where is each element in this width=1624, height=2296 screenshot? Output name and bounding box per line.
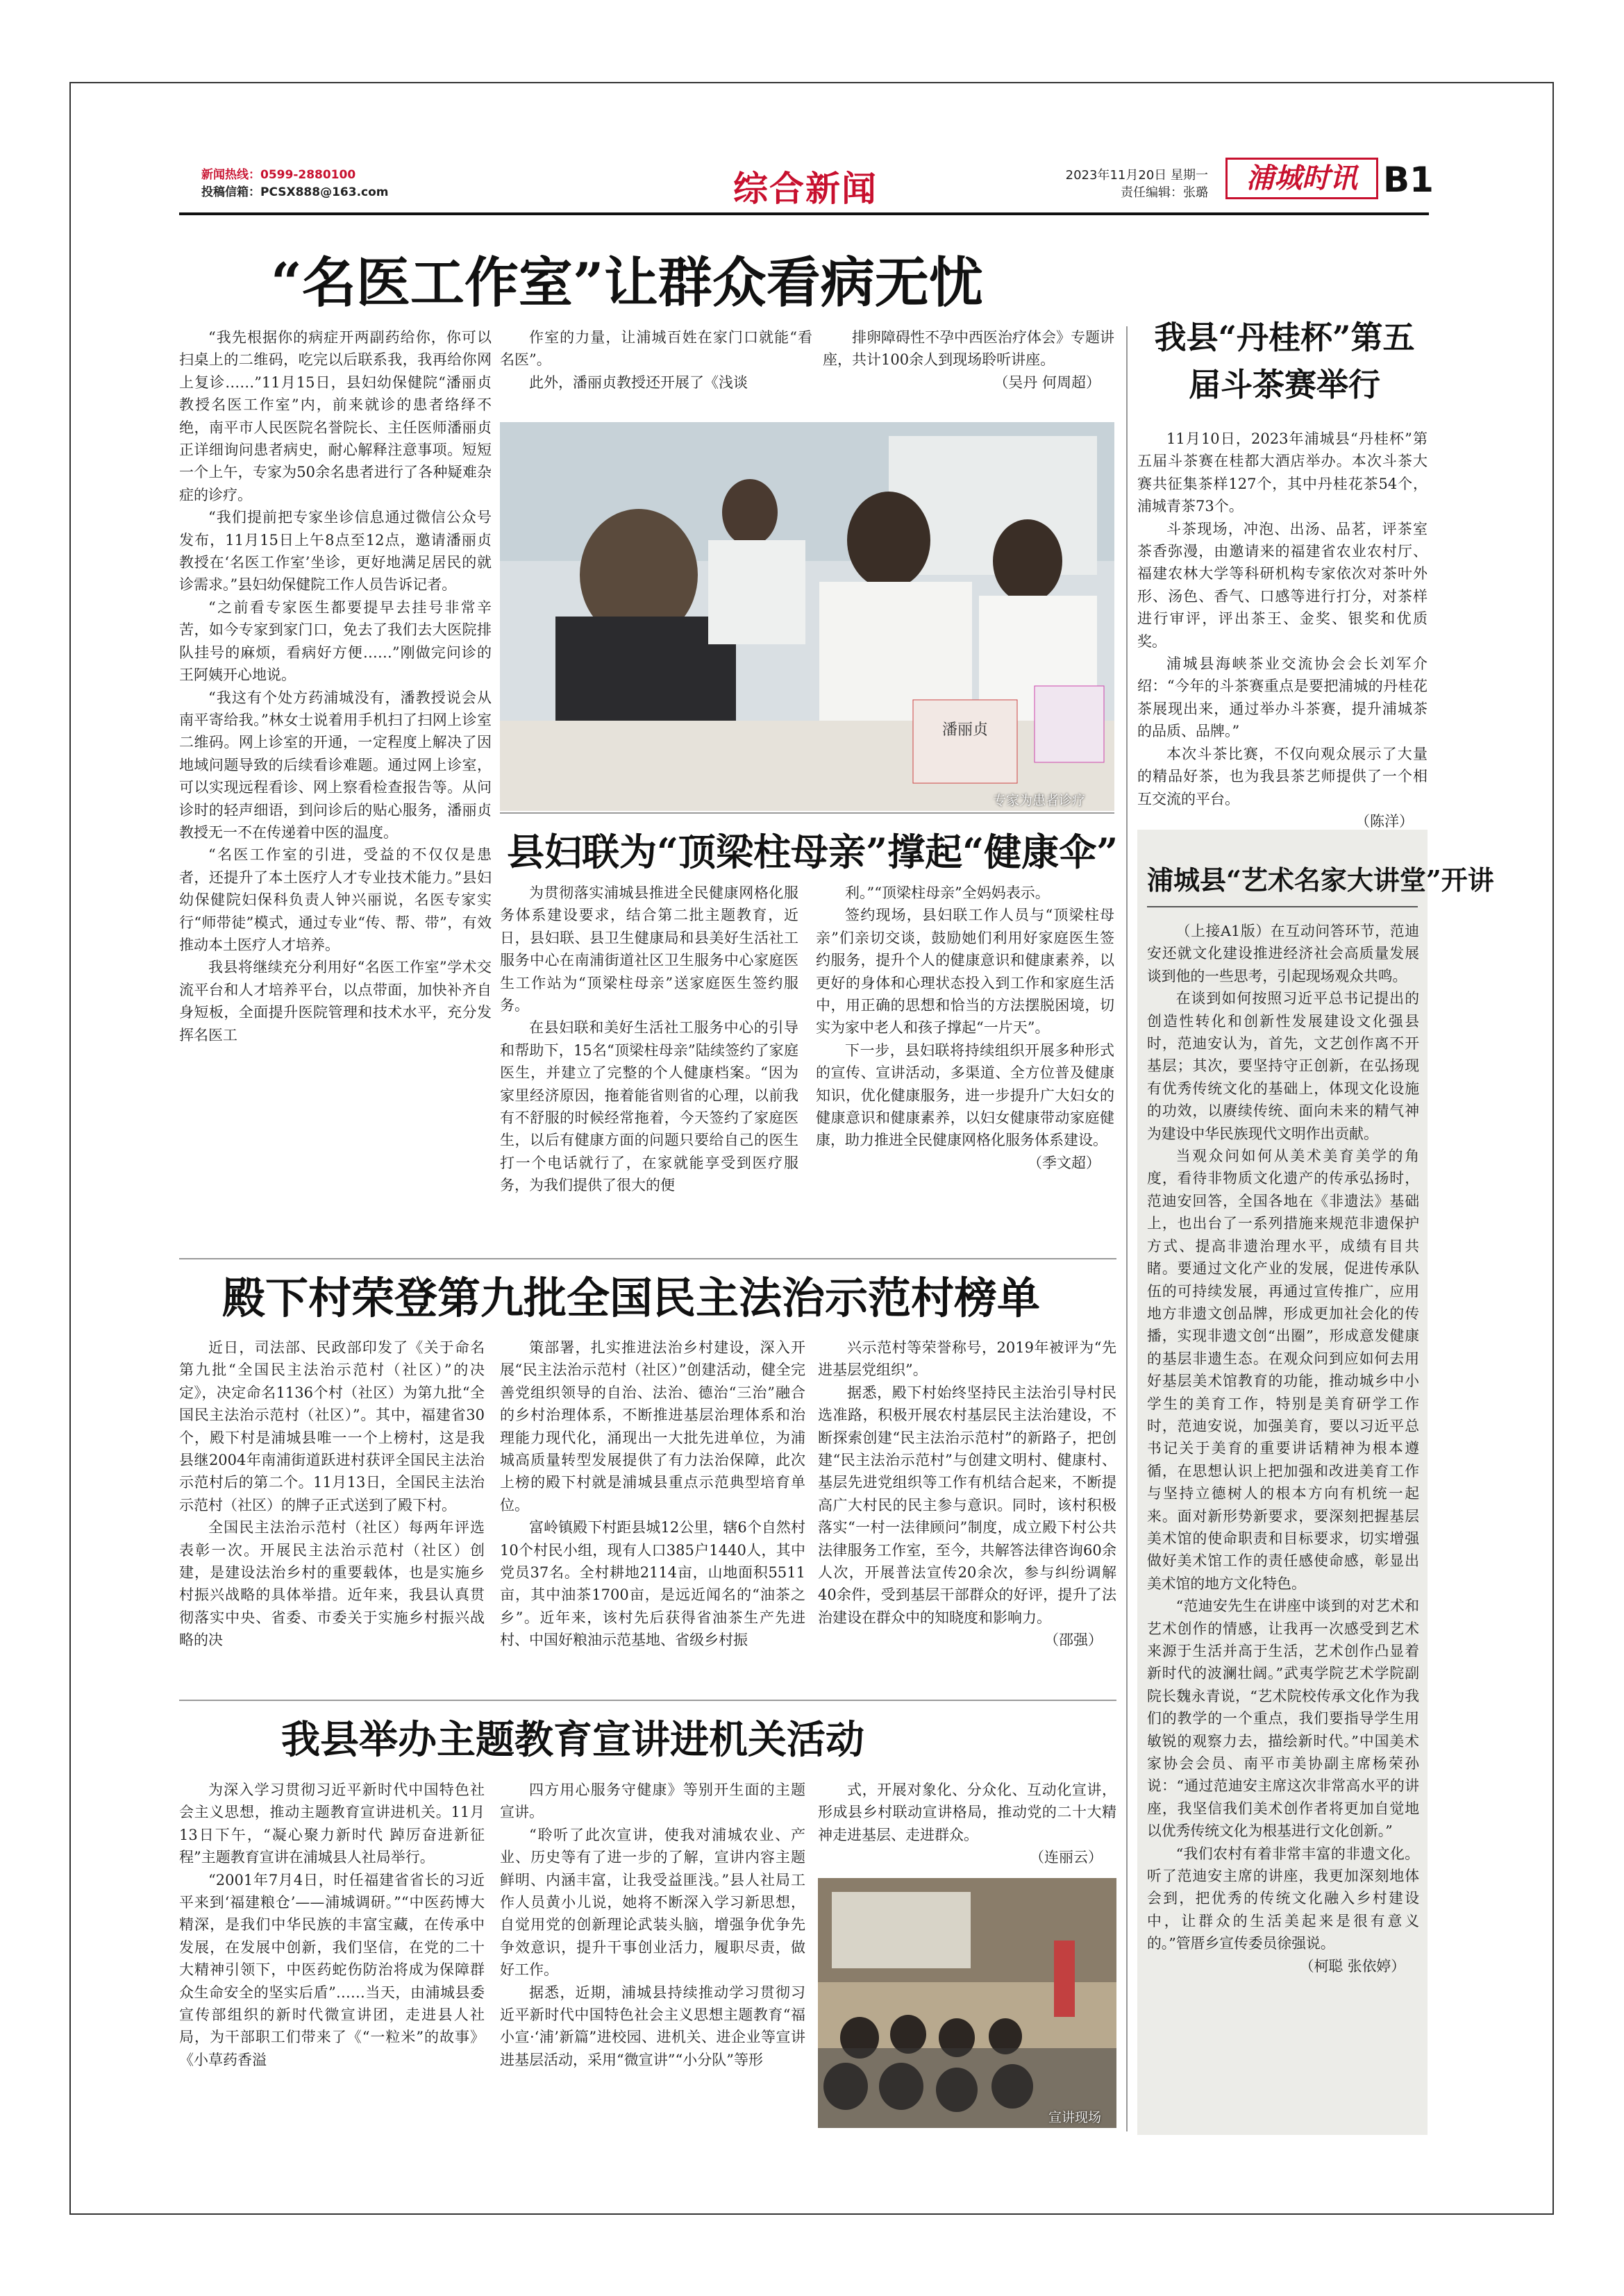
a3-headline: 殿下村荣登第九批全国民主法治示范村榜单 — [222, 1273, 1041, 1323]
a6-headline: 浦城县“艺术名家大讲堂”开讲 — [1147, 864, 1494, 896]
byline: （陈洋） — [1355, 812, 1414, 830]
page-number: B1 — [1383, 160, 1434, 200]
a4-col3 — [818, 1779, 1116, 1876]
a3-col1 — [179, 1336, 485, 1684]
paragraph: 排卵障碍性不孕中西医治疗体会》专题讲座，共计100余人到现场聆听讲座。 — [823, 329, 1114, 369]
byline: （连丽云） — [1030, 1849, 1103, 1866]
paragraph: 我县将继续充分利用好“名医工作室”学术交流平台和人才培养平台，以点带面，加快补齐自身短板，全面提升医院管理和技术水平，充分发挥名医工 — [179, 959, 492, 1044]
byline: （邵强） — [1044, 1632, 1103, 1649]
paragraph: 11月10日，2023年浦城县“丹桂杯”第五届斗茶赛在桂都大酒店举办。本次斗茶大赛共征集茶样127个，其中丹桂花茶54个，浦城青茶73个。 — [1137, 430, 1428, 515]
column-divider — [1126, 326, 1128, 2131]
byline: （季文超） — [1028, 1154, 1100, 1171]
paragraph: 四方用心服务守健康》等别开生面的主题宣讲。 — [500, 1782, 805, 1821]
paragraph: 本次斗茶比赛，不仅向观众展示了大量的精品好茶，也为我县茶艺师提供了一个相互交流的平台。 — [1137, 745, 1428, 807]
paragraph: （上接A1版）在互动问答环节，范迪安还就文化建设推进经济社会高质量发展谈到他的一些思考，引起现场观众共鸣。 — [1147, 923, 1419, 984]
paragraph: 富岭镇殿下村距县城12公里，辖6个自然村10个村民小组，现有人口385户1440人，其中党员37名。全村耕地2114亩，山地面积5511亩，其中油茶1700亩，是远近闻名的“油茶之乡”。近年来，该村先后获得省油茶生产先进村、中国好粮油示范基地、省级乡村振 — [500, 1519, 805, 1649]
a3-rule — [179, 1258, 1116, 1259]
paper-logo: 浦城时讯 — [1225, 158, 1378, 199]
a1-col3 — [823, 326, 1114, 417]
a2-rule — [500, 812, 1114, 814]
a4-col1 — [179, 1779, 485, 2133]
a1-headline: “名医工作室”让群众看病无忧 — [271, 251, 983, 315]
a6-body — [1147, 920, 1419, 2128]
a1-col2 — [500, 326, 812, 417]
a5-body — [1137, 428, 1428, 830]
paragraph: 为贯彻落实浦城县推进全民健康网格化服务体系建设要求，结合第二批主题教育，近日，县妇联、县卫生健康局和县美好生活社工服务中心在南浦街道社区卫生服务中心家庭医生工作站为“顶梁柱母亲”送家庭医生签约服务。 — [500, 885, 798, 1014]
clinic-photo — [500, 422, 1114, 811]
byline: （吴丹 何周超） — [994, 374, 1100, 391]
byline: （柯聪 张依婷） — [1299, 1957, 1405, 1975]
paragraph: 此外，潘丽贞教授还开展了《浅谈 — [529, 374, 748, 391]
a4-col2 — [500, 1779, 805, 2133]
a1-col1 — [179, 326, 492, 1250]
paragraph: 下一步，县妇联将持续组织开展多种形式的宣传、宣讲活动，多渠道、全方位普及健康知识，优化健康服务，进一步提升广大妇女的健康意识和健康素养，以妇女健康带动家庭健康，助力推进全民健康网格化服务体系建设。 — [816, 1041, 1114, 1149]
paragraph: 式，开展对象化、分众化、互动化宣讲，形成县乡村联动宣讲格局，推动党的二十大精神走进基层、走进群众。 — [818, 1782, 1116, 1843]
paragraph: 全国民主法治示范村（社区）每两年评选表彰一次。开展民主法治示范村（社区）创建，是建设法治乡村的重要载体，也是实施乡村振兴战略的具体举措。近年来，我县认真贯彻落实中央、省委、市委关于实施乡村振兴战略的决 — [179, 1519, 485, 1649]
section-title: 综合新闻 — [733, 169, 878, 209]
paragraph: 为深入学习贯彻习近平新时代中国特色社会主义思想，推动主题教育宣讲进机关。11月13日下午，“凝心聚力新时代 踔厉奋进新征程”主题教育宣讲在浦城县人社局举行。 — [179, 1782, 485, 1866]
editor: 责任编辑：张璐 — [1121, 185, 1208, 200]
paragraph: “范迪安先生在讲座中谈到的对艺术和艺术创作的情感，让我再一次感受到艺术来源于生活并高于生活，艺术创作凸显着新时代的波澜壮阔。”武夷学院艺术学院副院长魏永青说，“艺术院校传承文化作为我们的教学的一个重点，我们要指导学生用敏锐的观察力去，描绘新时代。”中国美术家协会会员、南平市美协副主席杨荣孙说：“通过范迪安主席这次非常高水平的讲座，我坚信我们美术创作者将更加自觉地以优秀传统文化为根基进行文化创新。” — [1147, 1598, 1419, 1840]
paragraph: 作室的力量，让浦城百姓在家门口就能“看名医”。 — [500, 329, 812, 369]
lecture-photo — [818, 1878, 1116, 2128]
header-rule — [179, 212, 1429, 215]
paragraph: 浦城县海峡茶业交流协会会长刘军介绍：“今年的斗茶赛重点是要把浦城的丹桂花茶展现出来，通过举办斗茶赛，提升浦城茶的品质、品牌。” — [1137, 655, 1428, 740]
a3-col2 — [500, 1336, 805, 1684]
email: PCSX888@163.com — [260, 185, 389, 199]
email-label: 投稿信箱： — [201, 185, 260, 199]
paragraph: 当观众问如何从美术美育美学的角度，看待非物质文化遗产的传承弘扬时，范迪安回答，全国各地在《非遗法》基础上，也出台了一系列措施来规范非遗保护方式、提高非遗治理水平，成绩有目共睹。要通过文化产业的发展，促进传承队伍的可持续发展，再通过宣传推广，应用地方非遗文创品牌，形成更加社会化的传播，实现非遗文创“出圈”，形成意发健康的基层非遗生态。在观众问到应如何去用好基层美术馆教育的功能，推动城乡中小学生的美育工作，特别是美育研学工作时，范迪安说，加强美育，要以习近平总书记关于美育的重要讲话精神为根本遵循，在思想认识上把加强和改进美育工作与坚持立德树人的根本方向有机统一起来。面对新形势新要求，要深刻把握基层美术馆的使命职责和目标要求，切实增强做好美术馆工作的责任感使命感，彰显出美术馆的地方文化特色。 — [1147, 1148, 1419, 1592]
paragraph: “名医工作室的引进，受益的不仅仅是患者，还提升了本土医疗人才专业技术能力。”县妇幼保健院妇保科负责人钟兴丽说，名医专家实行“师带徒”模式，通过专业“传、帮、带”，有效推动本土医疗人才培养。 — [179, 846, 492, 953]
a2-col2 — [816, 882, 1114, 1250]
paragraph: 据悉，殿下村始终坚持民主法治引导村民选准路，积极开展农村基层民主法治建设，不断探索创建“民主法治示范村”的新路子，把创建“民主法治示范村”与创建文明村、健康村、基层先进党组织等工作有机结合起来，不断提高广大村民的民主参与意识。同时，该村积极落实“一村一法律顾问”制度，成立殿下村公共法律服务工作室，至今，共解答法律咨询60余人次，开展普法宣传20余次，参与纠纷调解40余件，受到基层干部群众的好评，提升了法治建设在群众中的知晓度和影响力。 — [818, 1384, 1116, 1626]
a1-photo — [500, 422, 1114, 811]
hotline: 新闻热线：0599-2880100 — [201, 168, 356, 182]
a1-photo-caption: 专家为患者诊疗 — [993, 793, 1086, 808]
paragraph: 近日，司法部、民政部印发了《关于命名第九批“全国民主法治示范村（社区）”的决定》，决定命名1136个村（社区）为第九批“全国民主法治示范村（社区）”。其中，福建省30个，殿下村是浦城县唯一一个上榜村，这是我县继2004年南浦街道跃进村获评全国民主法治示范村后的第二个。11月13日，全国民主法治示范村（社区）的牌子正式送到了殿下村。 — [179, 1339, 485, 1514]
contact-info — [201, 167, 389, 201]
a6-rule — [1147, 906, 1418, 907]
paragraph: 在谈到如何按照习近平总书记提出的创造性转化和创新性发展建设文化强县时，范迪安认为，首先，文艺创作离不开基层；其次，要坚持守正创新，在弘扬现有优秀传统文化的基础上，体现文化设施的功效，以赓续传统、面向未来的精气神为建设中华民族现代文明作出贡献。 — [1147, 990, 1419, 1142]
paragraph: “我们提前把专家坐诊信息通过微信公众号发布，11月15日上午8点至12点，邀请潘丽贞教授在‘名医工作室’坐诊，更好地满足居民的就诊需求。”县妇幼保健院工作人员告诉记者。 — [179, 509, 492, 594]
paragraph: 在县妇联和美好生活社工服务中心的引导和帮助下，15名“顶梁柱母亲”陆续签约了家庭医生，并建立了完整的个人健康档案。“因为家里经济原因，拖着能省则省的心理，以前我有不舒服的时候经常拖着，今天签约了家庭医生，以后有健康方面的问题只要给自己的医生打一个电话就行了，在家就能享受到医疗服务，为我们提供了很大的便 — [500, 1019, 798, 1194]
paragraph: “我们农村有着非常丰富的非遗文化。听了范迪安主席的讲座，我更加深刻地体会到，把优秀的传统文化融入乡村建设中，让群众的生活美起来是很有意义的。”管厝乡宣传委员徐强说。 — [1147, 1845, 1419, 1952]
paragraph: “我这有个处方药浦城没有，潘教授说会从南平寄给我。”林女士说着用手机扫了扫网上诊室二维码。网上诊室的开通，一定程度上解决了因地域问题导致的后续看诊难题。通过网上诊室，可以实现远程看诊、网上察看检查报告等。从问诊时的轻声细语，到问诊后的贴心服务，潘丽贞教授无一不在传递着中医的温度。 — [179, 689, 492, 841]
a4-photo — [818, 1878, 1116, 2128]
paragraph: 据悉，近期，浦城县持续推动学习贯彻习近平新时代中国特色社会主义思想主题教育“福小宣·‘浦’新篇”进校园、进机关、进企业等宣讲进基层活动，采用“微宣讲”“小分队”等形 — [500, 1984, 805, 2068]
paragraph: 利。”“顶梁柱母亲”全妈妈表示。 — [845, 885, 1050, 901]
doctor-sign: 潘丽贞 — [941, 721, 989, 739]
paragraph: “2001年7月4日，时任福建省省长的习近平来到‘福建粮仓’——浦城调研。”“中医药博大精深，是我们中华民族的丰富宝藏，在传承中发展，在发展中创新，我们坚信，在党的二十大精神引领下，中医药蛇伤防治将成为保障群众生命安全的坚实后盾”……当天，由浦城县委宣传部组织的新时代微宣讲团，走进县人社局，为干部职工们带来了《“一粒米”的故事》《小草药香溢 — [179, 1871, 485, 2068]
a4-headline: 我县举办主题教育宣讲进机关活动 — [281, 1717, 864, 1763]
issue-date: 2023年11月20日 星期一 — [1065, 168, 1208, 183]
a5-headline: 我县“丹桂杯”第五届斗茶赛举行 — [1154, 319, 1415, 403]
a3-col3 — [818, 1336, 1116, 1698]
paragraph: “之前看专家医生都要提早去挂号非常辛苦，如今专家到家门口，免去了我们去大医院排队挂号的麻烦，看病好方便……”刚做完问诊的王阿姨开心地说。 — [179, 598, 492, 684]
a2-headline: 县妇联为“顶梁柱母亲”撑起“健康伞” — [507, 830, 1119, 874]
paragraph: 兴示范村等荣誉称号，2019年被评为“先进基层党组织”。 — [818, 1339, 1116, 1379]
paragraph: “聆听了此次宣讲，使我对浦城农业、产业、历史等有了进一步的了解，宣讲内容主题鲜明、内涵丰富，让我受益匪浅。”县人社局工作人员黄小儿说，她将不断深入学习新思想，自觉用党的创新理论武装头脑，增强争优争先争效意识，提升干事创业活力，履职尽责，做好工作。 — [500, 1826, 805, 1979]
sidebar — [1137, 830, 1494, 2135]
issue-info — [1021, 167, 1208, 201]
paragraph: 斗茶现场，冲泡、出汤、品茗，评茶室茶香弥漫，由邀请来的福建省农业农村厅、福建农林大学等科研机构专家依次对茶叶外形、汤色、香气、口感等进行打分，对茶样进行审评，评出茶王、金奖、银奖和优质奖。 — [1137, 520, 1428, 650]
a4-photo-caption: 宣讲现场 — [1048, 2110, 1102, 2125]
a4-rule — [179, 1700, 1116, 1701]
paragraph: 策部署，扎实推进法治乡村建设，深入开展“民主法治示范村（社区）”创建活动，健全完善党组织领导的自治、法治、德治“三治”融合的乡村治理体系，不断推进基层治理体系和治理能力现代化，涌现出一大批先进单位，为浦城高质量转型发展提供了有力法治保障，此次上榜的殿下村就是浦城县重点示范典型培育单位。 — [500, 1339, 805, 1514]
paragraph: 签约现场，县妇联工作人员与“顶梁柱母亲”们亲切交谈，鼓励她们利用好家庭医生签约服务，提升个人的健康意识和健康素养，以更好的身体和心理状态投入到工作和家庭生活中，用正确的思想和恰当的方法摆脱困境，切实为家中老人和孩子撑起“一片天”。 — [816, 907, 1114, 1037]
paragraph: “我先根据你的病症开两副药给你，你可以扫桌上的二维码，吃完以后联系我，我再给你网上复诊……”11月15日，县妇幼保健院“潘丽贞教授名医工作室”内，前来就诊的患者络绎不绝，南平市人民医院名誉院长、主任医师潘丽贞正详细询问患者病史，耐心解释注意事项。短短一个上午，专家为50余名患者进行了各种疑难杂症的诊疗。 — [179, 329, 492, 503]
a2-col1 — [500, 882, 798, 1250]
